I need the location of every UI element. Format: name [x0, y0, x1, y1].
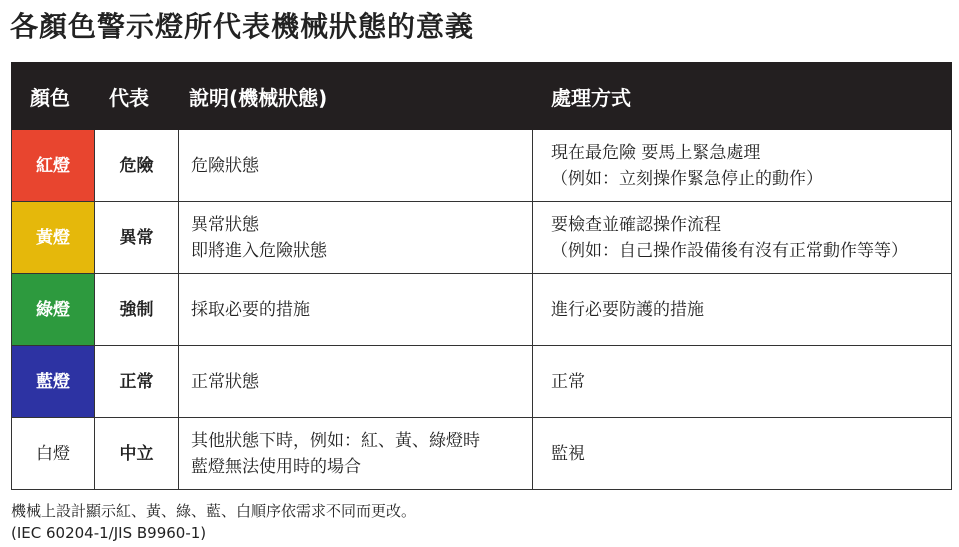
action-line: 要檢查並確認操作流程 [551, 214, 721, 235]
page-title: 各顏色警示燈所代表機械狀態的意義 [10, 10, 475, 43]
description-line: 異常狀態 [191, 214, 259, 235]
description-cell [179, 202, 533, 274]
action-cell [533, 418, 952, 490]
description-cell [179, 346, 533, 418]
description-cell [179, 130, 533, 202]
action-line: 正常 [551, 371, 585, 392]
action-line: 進行必要防護的措施 [551, 299, 704, 320]
table-row [12, 130, 952, 202]
color-cell: 白燈 [12, 418, 95, 490]
description-line: 採取必要的措施 [191, 299, 310, 320]
signal-light-table [11, 62, 952, 490]
description-line: 即將進入危險狀態 [191, 240, 327, 261]
header-description: 說明(機械狀態) [179, 63, 533, 130]
description-line: 正常狀態 [191, 371, 259, 392]
footnote [11, 500, 416, 544]
table-row [12, 418, 952, 490]
action-line: （例如：立刻操作緊急停止的動作） [551, 168, 823, 189]
meaning-cell: 強制 [95, 274, 179, 346]
action-line: 監視 [551, 443, 585, 464]
table-row [12, 202, 952, 274]
description-cell [179, 418, 533, 490]
table-header-row [12, 63, 952, 130]
color-cell: 黃燈 [12, 202, 95, 274]
meaning-cell: 危險 [95, 130, 179, 202]
header-action: 處理方式 [533, 63, 952, 130]
action-cell [533, 346, 952, 418]
color-cell: 紅燈 [12, 130, 95, 202]
description-cell [179, 274, 533, 346]
footnote-standard: (IEC 60204-1/JIS B9960-1) [11, 524, 207, 542]
meaning-cell: 中立 [95, 418, 179, 490]
meaning-cell: 異常 [95, 202, 179, 274]
meaning-cell: 正常 [95, 346, 179, 418]
table-row [12, 274, 952, 346]
header-meaning: 代表 [95, 63, 179, 130]
action-cell [533, 130, 952, 202]
description-line: 其他狀態下時，例如：紅、黃、綠燈時 [191, 430, 480, 451]
color-cell: 綠燈 [12, 274, 95, 346]
table-row [12, 346, 952, 418]
color-cell: 藍燈 [12, 346, 95, 418]
footnote-note: 機械上設計顯示紅、黃、綠、藍、白順序依需求不同而更改。 [11, 502, 417, 520]
header-color: 顏色 [12, 63, 95, 130]
description-line: 藍燈無法使用時的場合 [191, 456, 361, 477]
action-cell [533, 274, 952, 346]
action-line: 現在最危險 要馬上緊急處理 [551, 142, 761, 163]
description-line: 危險狀態 [191, 155, 259, 176]
table-body [12, 130, 952, 490]
action-cell [533, 202, 952, 274]
action-line: （例如：自己操作設備後有沒有正常動作等等） [551, 240, 908, 261]
